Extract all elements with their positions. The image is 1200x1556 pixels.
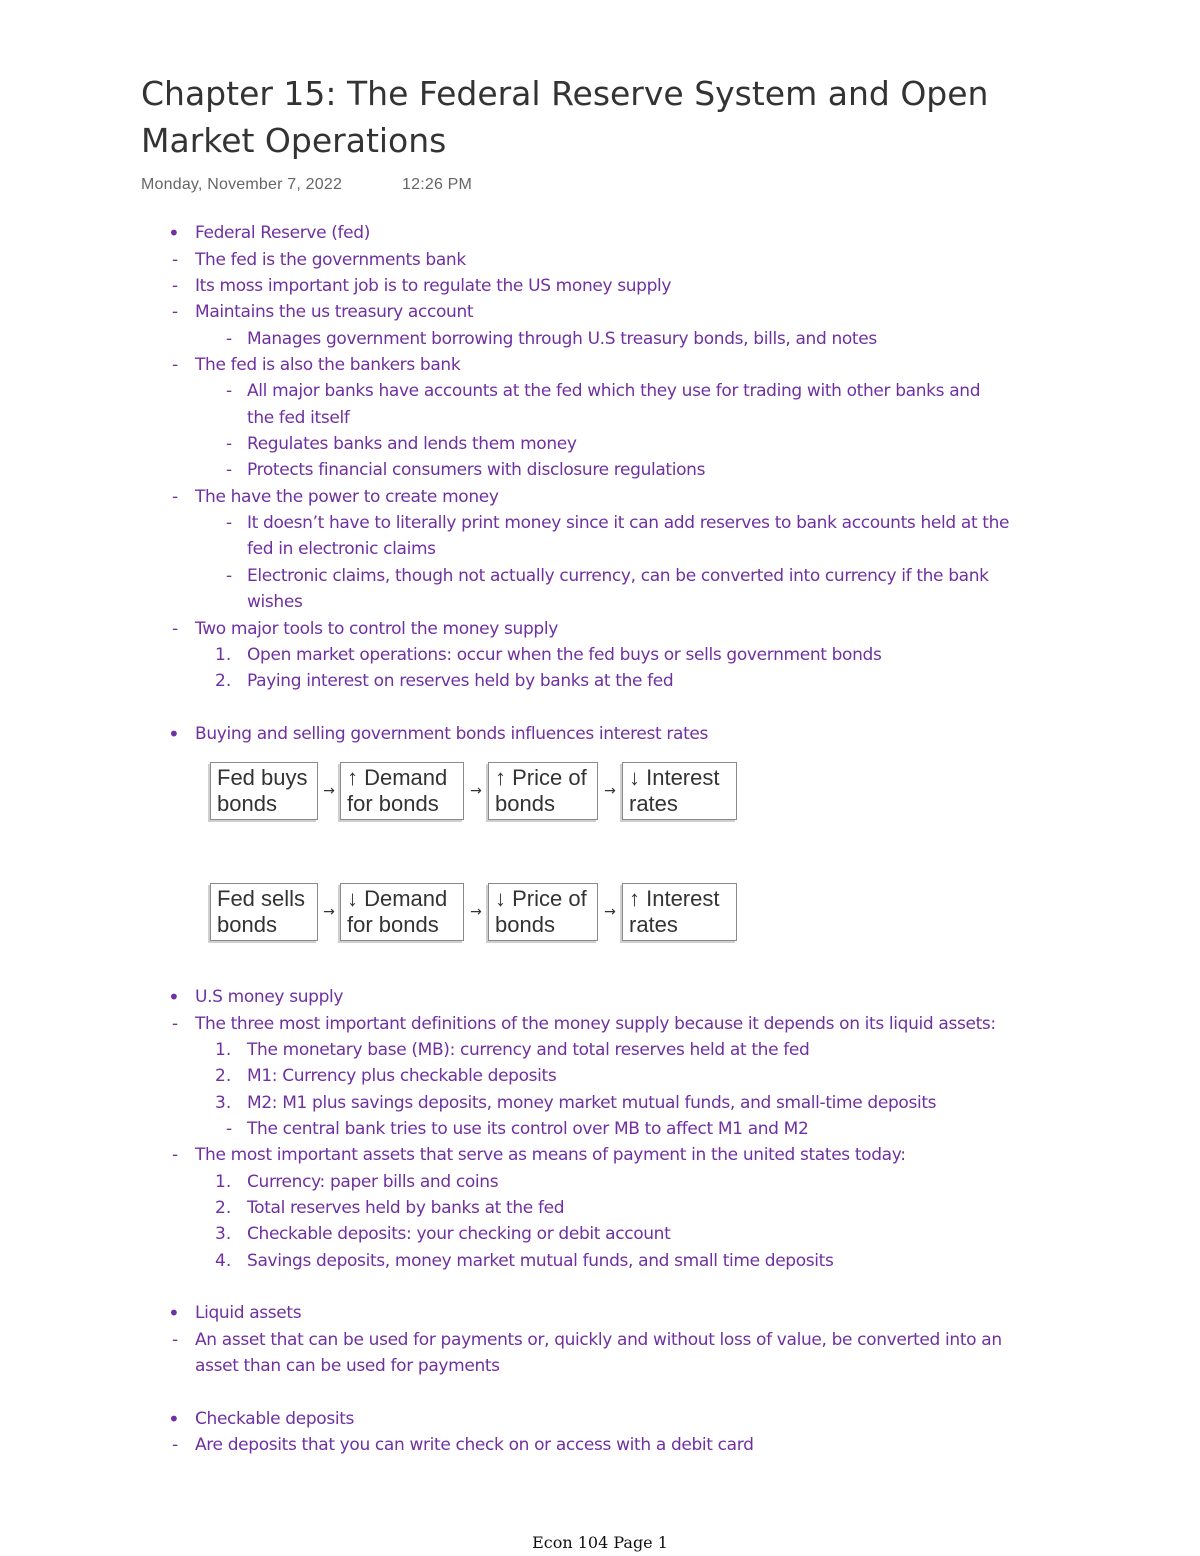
- note-text: fed in electronic claims: [247, 539, 436, 559]
- dash-marker: -: [172, 619, 179, 639]
- note-text: The have the power to create money: [195, 487, 499, 507]
- note-text: M1: Currency plus checkable deposits: [247, 1066, 557, 1086]
- number-marker: 2.: [215, 1198, 232, 1218]
- note-text: The most important assets that serve as means of payment in the united states today:: [195, 1145, 906, 1165]
- flow-arrow-icon: →: [604, 783, 616, 799]
- note-text: Checkable deposits: [195, 1409, 355, 1429]
- dash-marker: -: [172, 487, 179, 507]
- note-text: Total reserves held by banks at the fed: [247, 1198, 565, 1218]
- note-text: Buying and selling government bonds influences interest rates: [195, 724, 709, 744]
- number-marker: 1.: [215, 645, 232, 665]
- dash-marker: -: [172, 1330, 179, 1350]
- bullet-icon: •: [168, 1407, 180, 1431]
- note-text: wishes: [247, 592, 303, 612]
- note-text: M2: M1 plus savings deposits, money market mutual funds, and small-time deposits: [247, 1093, 937, 1113]
- bullet-icon: •: [168, 985, 180, 1009]
- bullet-icon: •: [168, 221, 180, 245]
- flow-arrow-icon: →: [604, 904, 616, 920]
- note-text: Two major tools to control the money supply: [195, 619, 558, 639]
- note-text: Federal Reserve (fed): [195, 223, 370, 243]
- note-text: Manages government borrowing through U.S treasury bonds, bills, and notes: [247, 329, 877, 349]
- note-text: Liquid assets: [195, 1303, 302, 1323]
- dash-marker: -: [226, 1119, 233, 1139]
- flow-box-fed-sells: Fed sells bonds: [210, 883, 318, 941]
- dash-marker: -: [172, 1014, 179, 1034]
- note-text: The central bank tries to use its control over MB to affect M1 and M2: [247, 1119, 809, 1139]
- flow-box-demand-up: ↑ Demand for bonds: [340, 762, 464, 820]
- number-marker: 4.: [215, 1251, 232, 1271]
- flow-box-interest-down: ↓ Interest rates: [622, 762, 737, 820]
- flow-arrow-icon: →: [323, 904, 335, 920]
- note-text: U.S money supply: [195, 987, 344, 1007]
- bullet-icon: •: [168, 722, 180, 746]
- note-text: The monetary base (MB): currency and total reserves held at the fed: [247, 1040, 810, 1060]
- flow-box-demand-down: ↓ Demand for bonds: [340, 883, 464, 941]
- flow-arrow-icon: →: [470, 904, 482, 920]
- page-title: Chapter 15: The Federal Reserve System and Open Market Operations: [141, 74, 989, 160]
- page-footer: Econ 104 Page 1: [532, 1533, 668, 1552]
- note-text: Its moss important job is to regulate the US money supply: [195, 276, 672, 296]
- dash-marker: -: [226, 460, 233, 480]
- note-text: An asset that can be used for payments or, quickly and without loss of value, be converted into an: [195, 1330, 1002, 1350]
- note-text: The three most important definitions of the money supply because it depends on its liquid assets:: [195, 1014, 996, 1034]
- flow-box-interest-up: ↑ Interest rates: [622, 883, 737, 941]
- dash-marker: -: [172, 276, 179, 296]
- dash-marker: -: [172, 250, 179, 270]
- number-marker: 2.: [215, 1066, 232, 1086]
- note-text: Savings deposits, money market mutual funds, and small time deposits: [247, 1251, 834, 1271]
- note-text: Are deposits that you can write check on or access with a debit card: [195, 1435, 754, 1455]
- flow-box-price-down: ↓ Price of bonds: [488, 883, 598, 941]
- note-text: The fed is also the bankers bank: [195, 355, 461, 375]
- dash-marker: -: [172, 302, 179, 322]
- number-marker: 1.: [215, 1172, 232, 1192]
- dash-marker: -: [226, 513, 233, 533]
- note-text: the fed itself: [247, 408, 350, 428]
- note-text: It doesn’t have to literally print money since it can add reserves to bank accounts held at the: [247, 513, 1010, 533]
- flow-arrow-icon: →: [323, 783, 335, 799]
- note-text: asset than can be used for payments: [195, 1356, 500, 1376]
- number-marker: 1.: [215, 1040, 232, 1060]
- note-text: Maintains the us treasury account: [195, 302, 474, 322]
- note-text: Open market operations: occur when the fed buys or sells government bonds: [247, 645, 882, 665]
- dash-marker: -: [226, 381, 233, 401]
- note-text: Protects financial consumers with disclosure regulations: [247, 460, 706, 480]
- note-text: Currency: paper bills and coins: [247, 1172, 499, 1192]
- dash-marker: -: [226, 434, 233, 454]
- bullet-icon: •: [168, 1301, 180, 1325]
- note-text: Paying interest on reserves held by banks at the fed: [247, 671, 674, 691]
- note-text: Regulates banks and lends them money: [247, 434, 577, 454]
- note-time: 12:26 PM: [402, 176, 473, 193]
- note-text: Electronic claims, though not actually currency, can be converted into currency if the bank: [247, 566, 989, 586]
- number-marker: 3.: [215, 1224, 232, 1244]
- note-text: All major banks have accounts at the fed which they use for trading with other banks and: [247, 381, 981, 401]
- dash-marker: -: [172, 1435, 179, 1455]
- note-text: Checkable deposits: your checking or debit account: [247, 1224, 671, 1244]
- dash-marker: -: [226, 329, 233, 349]
- note-text: The fed is the governments bank: [195, 250, 466, 270]
- dash-marker: -: [226, 566, 233, 586]
- dash-marker: -: [172, 1145, 179, 1165]
- flow-box-fed-buys: Fed buys bonds: [210, 762, 318, 820]
- flow-arrow-icon: →: [470, 783, 482, 799]
- flow-box-price-up: ↑ Price of bonds: [488, 762, 598, 820]
- number-marker: 3.: [215, 1093, 232, 1113]
- dash-marker: -: [172, 355, 179, 375]
- number-marker: 2.: [215, 671, 232, 691]
- note-date: Monday, November 7, 2022: [141, 176, 343, 193]
